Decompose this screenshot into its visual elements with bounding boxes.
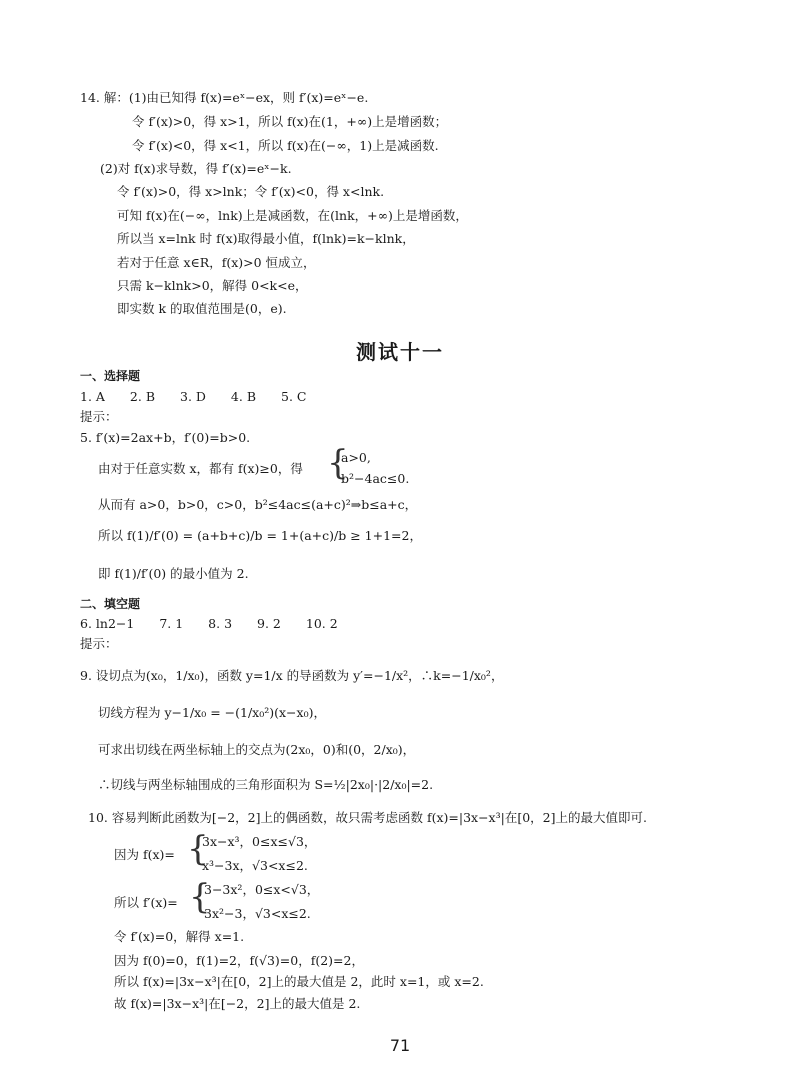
fill-answers: 6. ln2−1 7. 1 8. 3 9. 2 10. 2 [80, 616, 338, 631]
q14-line-7: 所以当 x=lnk 时 f(x)取得最小值，f(lnk)=k−klnk， [117, 231, 415, 246]
section-heading-fill: 二、填空题 [80, 597, 141, 611]
p10-line-6: 所以 f(x)=|3x−x³|在[0，2]上的最大值是 2，此时 x=1，或 x=2. [114, 974, 484, 989]
p10-line-5: 因为 f(0)=0，f(1)=2，f(√3)=0，f(2)=2， [114, 953, 364, 968]
q14-line-2: 令 f′(x)>0，得 x>1，所以 f(x)在(1，+∞)上是增函数； [132, 114, 448, 129]
p5-case-1: a>0, [341, 450, 371, 465]
p5-line-2: 由对于任意实数 x，都有 f(x)≥0，得 [98, 461, 303, 476]
p10-brace-1: { [187, 829, 209, 869]
q14-line-9: 只需 k−klnk>0，解得 0<k<e， [117, 278, 308, 293]
section-heading-choice: 一、选择题 [80, 369, 141, 383]
p10-case-3: 3−3x²，0≤x<√3， [204, 882, 320, 897]
section-title: 测试十一 [356, 340, 444, 364]
p10-case-2: x³−3x，√3<x≤2. [202, 858, 308, 873]
q14-line-5: 令 f′(x)>0，得 x>lnk；令 f′(x)<0，得 x<lnk. [117, 184, 385, 199]
p5-case-2: b²−4ac≤0. [341, 471, 410, 486]
p9-line-1: 9. 设切点为(x₀，1/x₀)，函数 y=1/x 的导函数为 y′=−1/x²，∴k=−1/x₀²， [80, 668, 504, 683]
p10-line-3: 所以 f′(x)= [114, 895, 178, 910]
p10-line-1: 10. 容易判断此函数为[−2，2]上的偶函数，故只需考虑函数 f(x)=|3x−x³|在[0，2]上的最大值即可. [88, 810, 647, 825]
q14-line-1: 14. 解：(1)由已知得 f(x)=eˣ−ex，则 f′(x)=eˣ−e. [80, 90, 369, 105]
p5-line-4: 所以 f(1)/f′(0) = (a+b+c)/b = 1+(a+c)/b ≥ 1+1=2， [98, 528, 422, 543]
p5-line-1: 5. f′(x)=2ax+b，f′(0)=b>0. [80, 430, 251, 445]
p5-line-3: 从而有 a>0，b>0，c>0，b²≤4ac≤(a+c)²⇒b≤a+c， [98, 497, 418, 512]
q14-line-6: 可知 f(x)在(−∞，lnk)上是减函数，在(lnk，+∞)上是增函数， [117, 208, 468, 223]
fill-hint-label: 提示： [80, 636, 118, 651]
p9-line-4: ∴切线与两坐标轴围成的三角形面积为 S=½|2x₀|·|2/x₀|=2. [98, 777, 434, 792]
choice-hint-label: 提示： [80, 409, 118, 424]
p10-brace-2: { [189, 877, 211, 917]
p10-line-2: 因为 f(x)= [114, 847, 175, 862]
choice-answers: 1. A 2. B 3. D 4. B 5. C [80, 389, 307, 404]
q14-line-3: 令 f′(x)<0，得 x<1，所以 f(x)在(−∞，1)上是减函数. [132, 138, 439, 153]
p10-line-7: 故 f(x)=|3x−x³|在[−2，2]上的最大值是 2. [114, 996, 361, 1011]
q14-line-4: (2)对 f(x)求导数，得 f′(x)=eˣ−k. [100, 161, 292, 176]
p10-case-4: 3x²−3，√3<x≤2. [204, 906, 311, 921]
q14-line-10: 即实数 k 的取值范围是(0，e). [117, 301, 287, 316]
q14-line-8: 若对于任意 x∈R，f(x)>0 恒成立， [117, 255, 316, 270]
p9-line-3: 可求出切线在两坐标轴上的交点为(2x₀，0)和(0，2/x₀)， [98, 742, 416, 757]
p9-line-2: 切线方程为 y−1/x₀ = −(1/x₀²)(x−x₀)， [98, 705, 326, 720]
page-number: 71 [389, 1036, 411, 1055]
p10-line-4: 令 f′(x)=0，解得 x=1. [114, 929, 245, 944]
p5-brace: { [327, 443, 349, 483]
p5-line-5: 即 f(1)/f′(0) 的最小值为 2. [98, 566, 249, 581]
p10-case-1: 3x−x³，0≤x≤√3， [202, 834, 317, 849]
